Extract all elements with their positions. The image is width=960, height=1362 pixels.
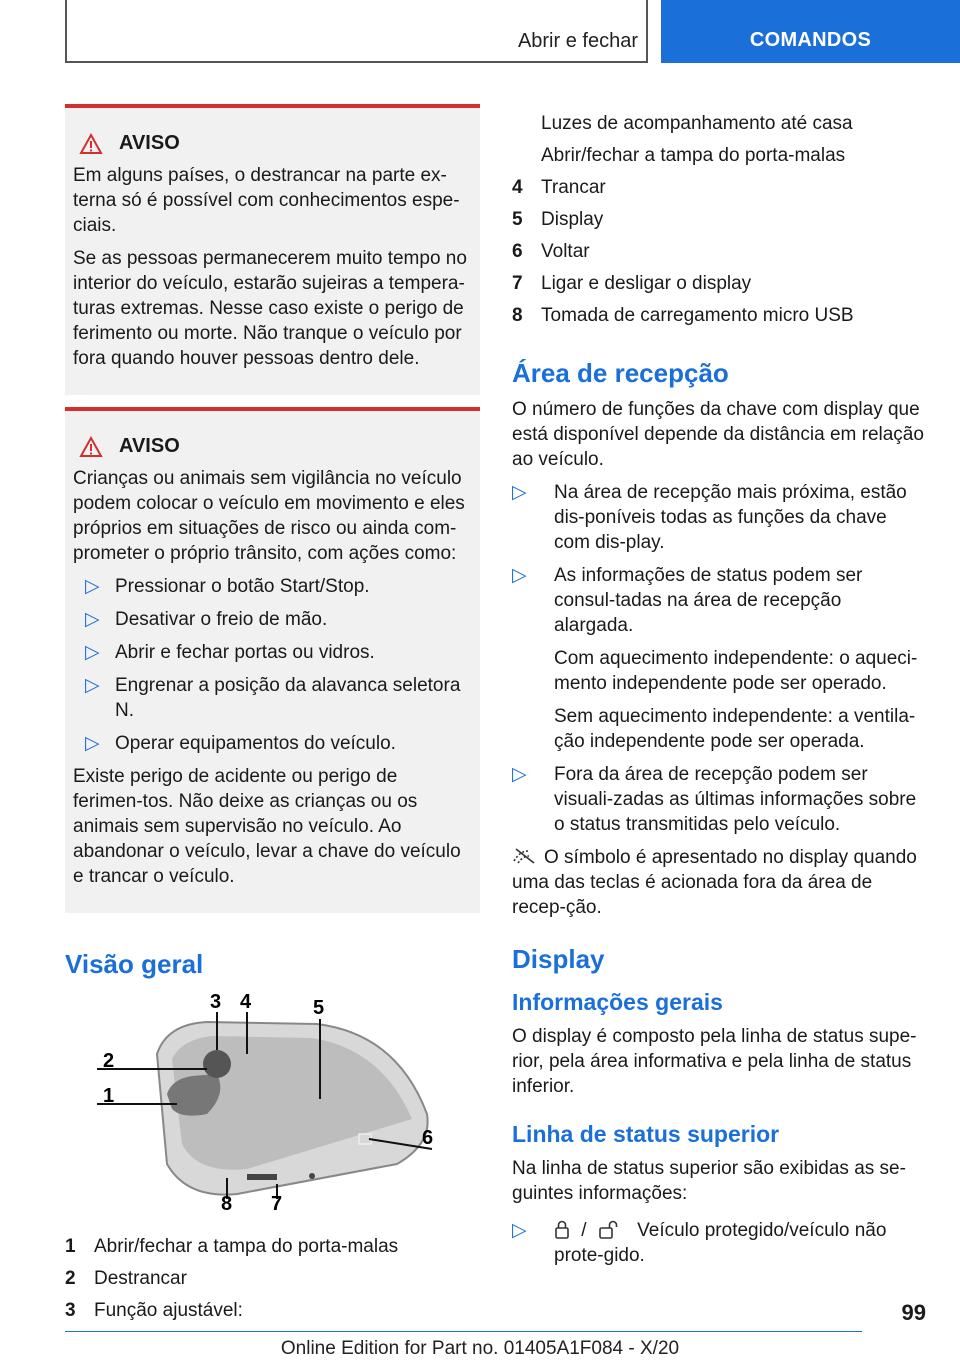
list-item: 2 Destrancar bbox=[65, 1268, 187, 1289]
list-item: ▷ Pressionar o botão Start/Stop. bbox=[85, 576, 370, 597]
list-item: ▷ Na área de recepção mais próxima, estão dis-poníveis todas as funções da chave com dis-play. bbox=[512, 482, 907, 553]
warning-title: AVISO bbox=[73, 132, 472, 155]
warning-box-1 bbox=[65, 104, 480, 395]
list-item: ▷ Operar equipamentos do veículo. bbox=[85, 733, 396, 754]
warning-title: AVISO bbox=[73, 435, 472, 458]
list-item: Abrir/fechar a tampa do porta-malas bbox=[541, 145, 846, 166]
callout-2: 2 bbox=[103, 1050, 115, 1072]
subheading-upper-status-line: Linha de status superior bbox=[512, 1121, 780, 1147]
overview-list-continued bbox=[512, 172, 924, 332]
triangle-bullet-icon: ▷ bbox=[85, 733, 100, 754]
triangle-bullet-icon: ▷ bbox=[85, 609, 100, 630]
display-paragraph: O display é composto pela linha de status supe-rior, pela área informativa e pela linha de status inferior. bbox=[512, 1026, 917, 1097]
list-item: ▷ Abrir e fechar portas ou vidros. bbox=[85, 642, 375, 663]
header-chapter-tab[interactable]: COMANDOS bbox=[661, 0, 960, 63]
callout-3: 3 bbox=[210, 994, 222, 1013]
subheading-general-info: Informações gerais bbox=[512, 989, 723, 1015]
callout-4: 4 bbox=[240, 994, 252, 1013]
lock-closed-icon bbox=[554, 1219, 570, 1239]
list-item: 6 Voltar bbox=[512, 241, 590, 262]
warning-intro: Crianças ou animais sem vigilância no veículo podem colocar o veículo em movimento e eles próprios em situações de risco ou ainda com-prometer o próprio trânsito, com ações como: bbox=[73, 468, 465, 564]
triangle-bullet-icon: ▷ bbox=[85, 642, 100, 663]
list-item: 8 Tomada de carregamento micro USB bbox=[512, 305, 854, 326]
key-illustration bbox=[97, 994, 480, 1219]
lock-open-icon bbox=[598, 1219, 622, 1239]
callout-1: 1 bbox=[103, 1085, 115, 1107]
list-item: ▷ Fora da área de recepção podem ser visuali-zadas as últimas informações sobre o status transmitidas pelo veículo. bbox=[512, 764, 917, 835]
footer-divider bbox=[65, 1331, 862, 1332]
header-section-title: Abrir e fechar bbox=[517, 30, 638, 52]
warning-box-2 bbox=[65, 407, 480, 913]
reception-intro: O número de funções da chave com display que está disponível depende da distância em relação ao veículo. bbox=[512, 399, 924, 470]
triangle-bullet-icon: ▷ bbox=[512, 482, 527, 503]
warning-paragraph: Se as pessoas permanecerem muito tempo no interior do veículo, estarão sujeiras a tempera-turas extremas. Nesse caso existe o perigo de ferimento ou morte. Não tranque o veículo por fora quando houver pessoas dentro dele. bbox=[73, 248, 467, 369]
triangle-bullet-icon: ▷ bbox=[512, 764, 527, 785]
list-item: ▷ Desativar o freio de mão. bbox=[85, 609, 328, 630]
callout-6: 6 bbox=[422, 1127, 434, 1149]
callout-7: 7 bbox=[271, 1193, 283, 1214]
footer-edition: Online Edition for Part no. 01405A1F084 - X/20 bbox=[280, 1338, 680, 1359]
list-item: 5 Display bbox=[512, 209, 604, 230]
warning-triangle-icon bbox=[79, 133, 103, 155]
section-heading-overview: Visão geral bbox=[65, 949, 204, 979]
list-item: 7 Ligar e desligar o display bbox=[512, 273, 752, 294]
list-item: ▷ As informações de status podem ser consul-tadas na área de recepção alargada. Com aquecimento independente: o aqueci-mento independente pode ser operado. Sem aquecimento independente: a ventila-ção independente pode ser operada. bbox=[512, 565, 918, 752]
list-item: ▷ Engrenar a posição da alavanca seletora N. bbox=[85, 675, 461, 721]
warning-outro: Existe perigo de acidente ou perigo de ferimen-tos. Não deixe as crianças ou os animais sem supervisão no veículo. Ao abandonar o veículo, levar a chave do veículo e trancar o veículo. bbox=[73, 766, 461, 887]
triangle-bullet-icon: ▷ bbox=[85, 576, 100, 597]
callout-5: 5 bbox=[313, 997, 325, 1019]
status-bullet-list bbox=[512, 1218, 924, 1268]
triangle-bullet-icon: ▷ bbox=[512, 1220, 527, 1241]
overview-list bbox=[65, 1231, 480, 1327]
warning-paragraph: Em alguns países, o destrancar na parte ex-terna só é possível com conhecimentos espe-ciais. bbox=[73, 165, 460, 236]
display-paragraph: Na linha de status superior são exibidas as se-guintes informações: bbox=[512, 1158, 906, 1204]
display-key-figure bbox=[97, 994, 437, 1214]
list-item: Luzes de acompanhamento até casa bbox=[541, 113, 853, 134]
left-column bbox=[65, 104, 480, 1327]
list-item: 3 Função ajustável: bbox=[65, 1300, 243, 1321]
callout-8: 8 bbox=[221, 1193, 233, 1214]
right-column bbox=[512, 108, 924, 1276]
section-heading-reception: Área de recepção bbox=[512, 358, 729, 388]
page-number: 99 bbox=[901, 1300, 926, 1325]
list-item: 4 Trancar bbox=[512, 177, 606, 198]
list-item: ▷ / Veículo protegido/veículo não prote-gido. bbox=[512, 1220, 887, 1266]
list-item: 1 Abrir/fechar a tampa do porta-malas bbox=[65, 1236, 399, 1257]
warning-bullet-list bbox=[73, 574, 472, 756]
triangle-bullet-icon: ▷ bbox=[85, 675, 100, 696]
out-of-range-icon bbox=[512, 847, 538, 865]
function-sub-list bbox=[512, 108, 924, 172]
reception-note: O símbolo é apresentado no display quando uma das teclas é acionada fora da área de recep-ção. bbox=[512, 847, 917, 918]
section-heading-display: Display bbox=[512, 944, 605, 974]
triangle-bullet-icon: ▷ bbox=[512, 565, 527, 586]
reception-bullet-list bbox=[512, 480, 924, 837]
warning-triangle-icon bbox=[79, 436, 103, 458]
